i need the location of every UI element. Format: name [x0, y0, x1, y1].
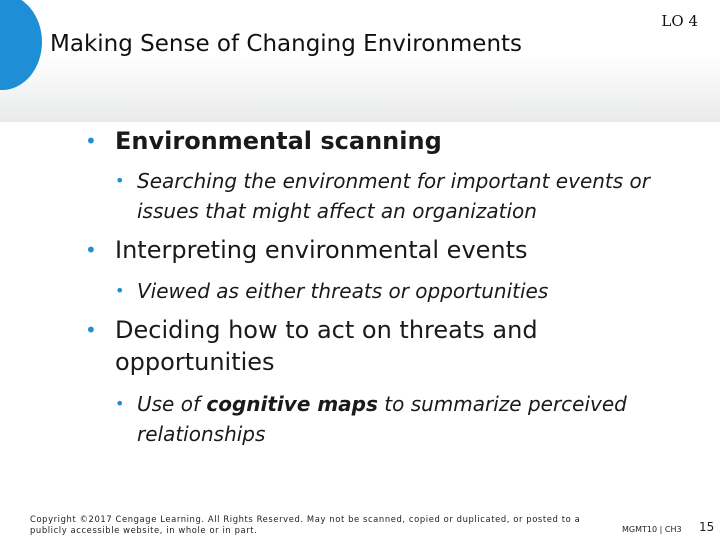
cognitive-maps-term: cognitive maps	[206, 392, 378, 416]
page-number: 15	[699, 520, 715, 534]
bullet-text: Deciding how to act on threats and opportunities	[115, 316, 538, 376]
bullet-deciding-how-to-act	[85, 314, 645, 378]
bullet-text: Environmental scanning	[115, 127, 442, 155]
sub-bullet-text: Viewed as either threats or opportunities	[137, 279, 549, 303]
sub-bullet-searching	[115, 166, 695, 226]
bullet-environmental-scanning	[85, 125, 645, 157]
bullet-icon: •	[85, 129, 97, 153]
bullet-icon: •	[85, 238, 97, 262]
bullet-icon: •	[115, 171, 125, 190]
sub-bullet-prefix: Use of	[137, 392, 200, 416]
bullet-text: Interpreting environmental events	[115, 236, 528, 264]
bullet-interpreting-events	[85, 234, 645, 266]
copyright-notice: Copyright ©2017 Cengage Learning. All Rights Reserved. May not be scanned, copied or duplicated, or posted to a publicly accessible website, in whole or in part.	[30, 514, 581, 535]
sub-bullet-suffix: to summarize perceived relationships	[137, 392, 627, 446]
learning-objective-tag: LO 4	[661, 12, 698, 30]
sub-bullet-text: Searching the environment for important events or issues that might affect an organization	[137, 169, 651, 223]
bullet-icon: •	[115, 394, 125, 413]
sub-bullet-cognitive-maps	[115, 389, 695, 449]
bullet-icon: •	[115, 281, 125, 300]
sub-bullet-text	[137, 389, 695, 449]
bullet-icon: •	[85, 318, 97, 342]
header-band	[0, 0, 720, 122]
sub-bullet-threats-opportunities	[115, 276, 695, 306]
course-label: MGMT10 | CH3	[622, 525, 682, 534]
slide-title: Making Sense of Changing Environments	[50, 31, 523, 57]
